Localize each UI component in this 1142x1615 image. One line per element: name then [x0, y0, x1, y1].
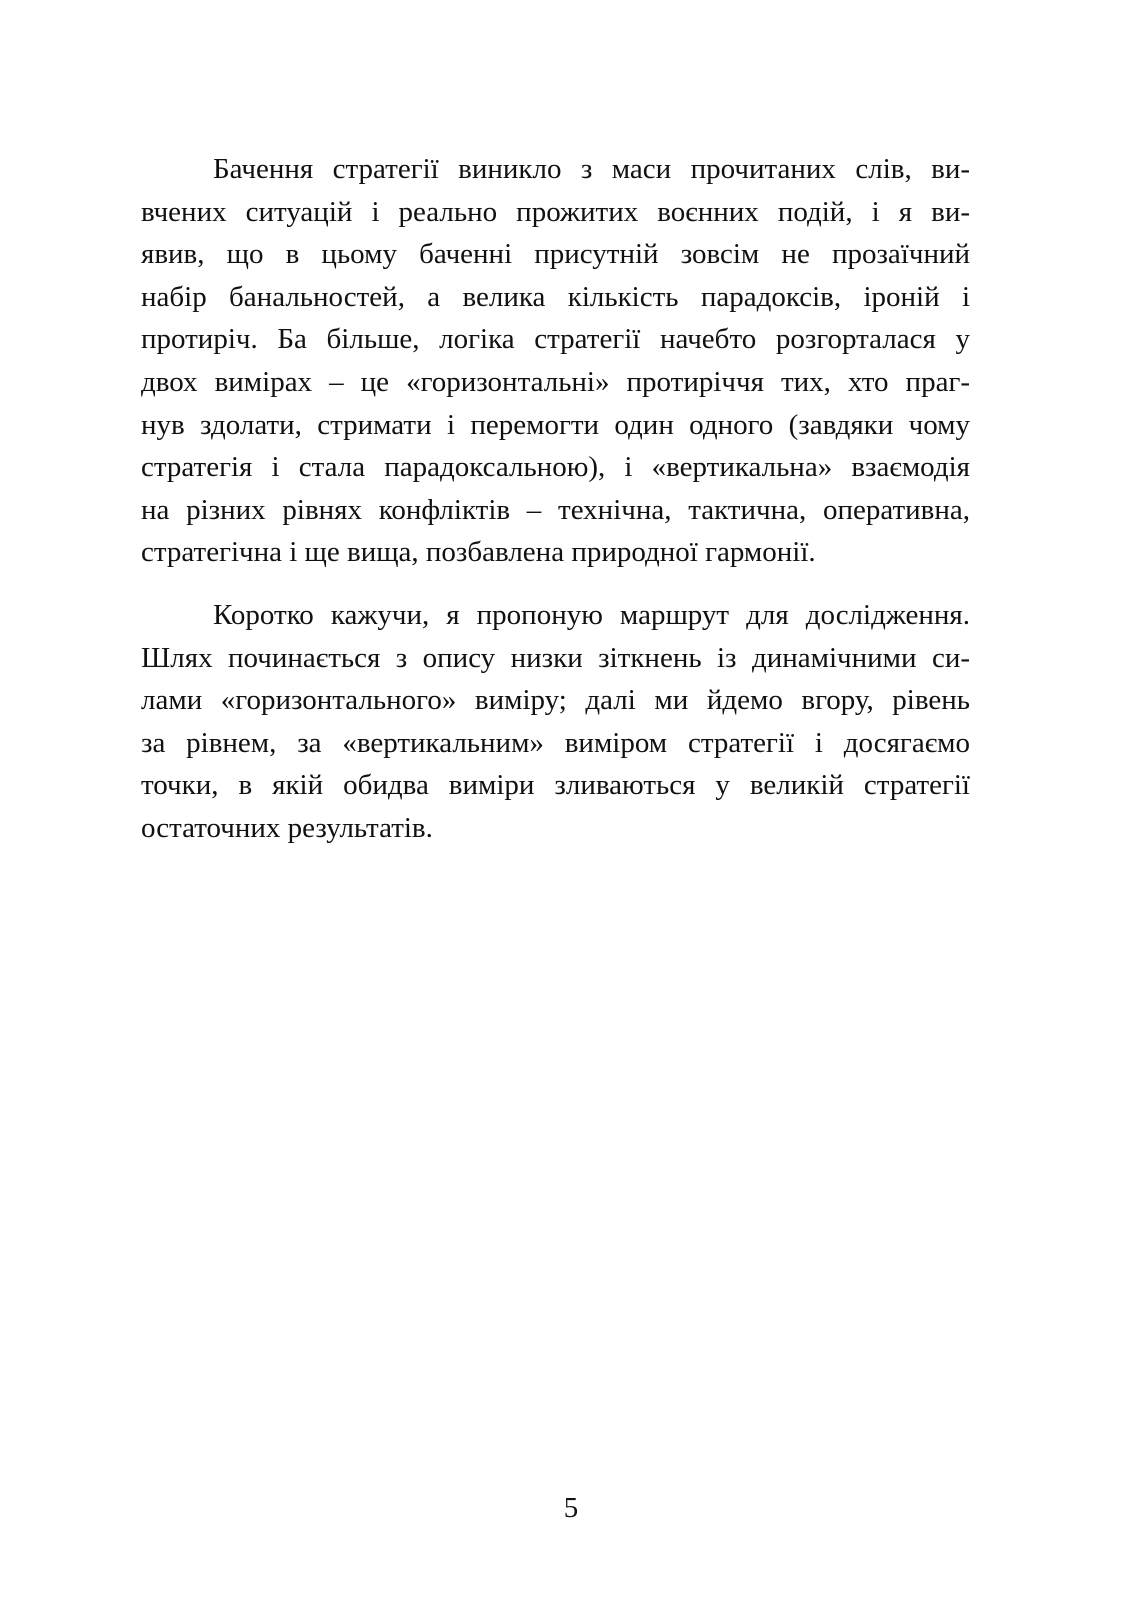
text-line: точки, в якій обидва виміри зливаються у великій стратегії	[141, 769, 970, 802]
text-line: остаточних результатів.	[141, 811, 433, 844]
page-number: 5	[563, 1492, 579, 1524]
text-line: Коротко кажучи, я пропоную маршрут для дослідження.	[213, 598, 970, 631]
text-line: явив, що в цьому баченні присутній зовсім не прозаїчний	[141, 238, 970, 271]
body-text	[141, 148, 970, 850]
text-line: вчених ситуацій і реально прожитих воєнних подій, і я ви-	[141, 195, 970, 228]
text-line: набір банальностей, а велика кількість парадоксів, іроній і	[141, 280, 970, 313]
text-line: двох вимірах – це «горизонтальні» протиріччя тих, хто праг-	[141, 365, 970, 398]
text-line: нув здолати, стримати і перемогти один одного (завдяки чому	[141, 408, 970, 441]
text-line: лами «горизонтального» виміру; далі ми йдемо вгору, рівень	[141, 684, 970, 717]
paragraph-2	[141, 594, 970, 850]
text-line: протиріч. Ба більше, логіка стратегії начебто розгорталася у	[141, 323, 970, 356]
text-line: Бачення стратегії виникло з маси прочитаних слів, ви-	[213, 153, 970, 185]
paragraph-1	[141, 148, 970, 574]
text-line: за рівнем, за «вертикальним» виміром стратегії і досягаємо	[141, 726, 970, 759]
text-line: стратегія і стала парадоксальною), і «вертикальна» взаємодія	[141, 451, 970, 484]
text-line: Шлях починається з опису низки зіткнень із динамічними си-	[141, 641, 970, 674]
text-line: на різних рівнях конфліктів – технічна, тактична, оперативна,	[141, 493, 970, 526]
text-line: стратегічна і ще вища, позбавлена природної гармонії.	[141, 536, 816, 569]
